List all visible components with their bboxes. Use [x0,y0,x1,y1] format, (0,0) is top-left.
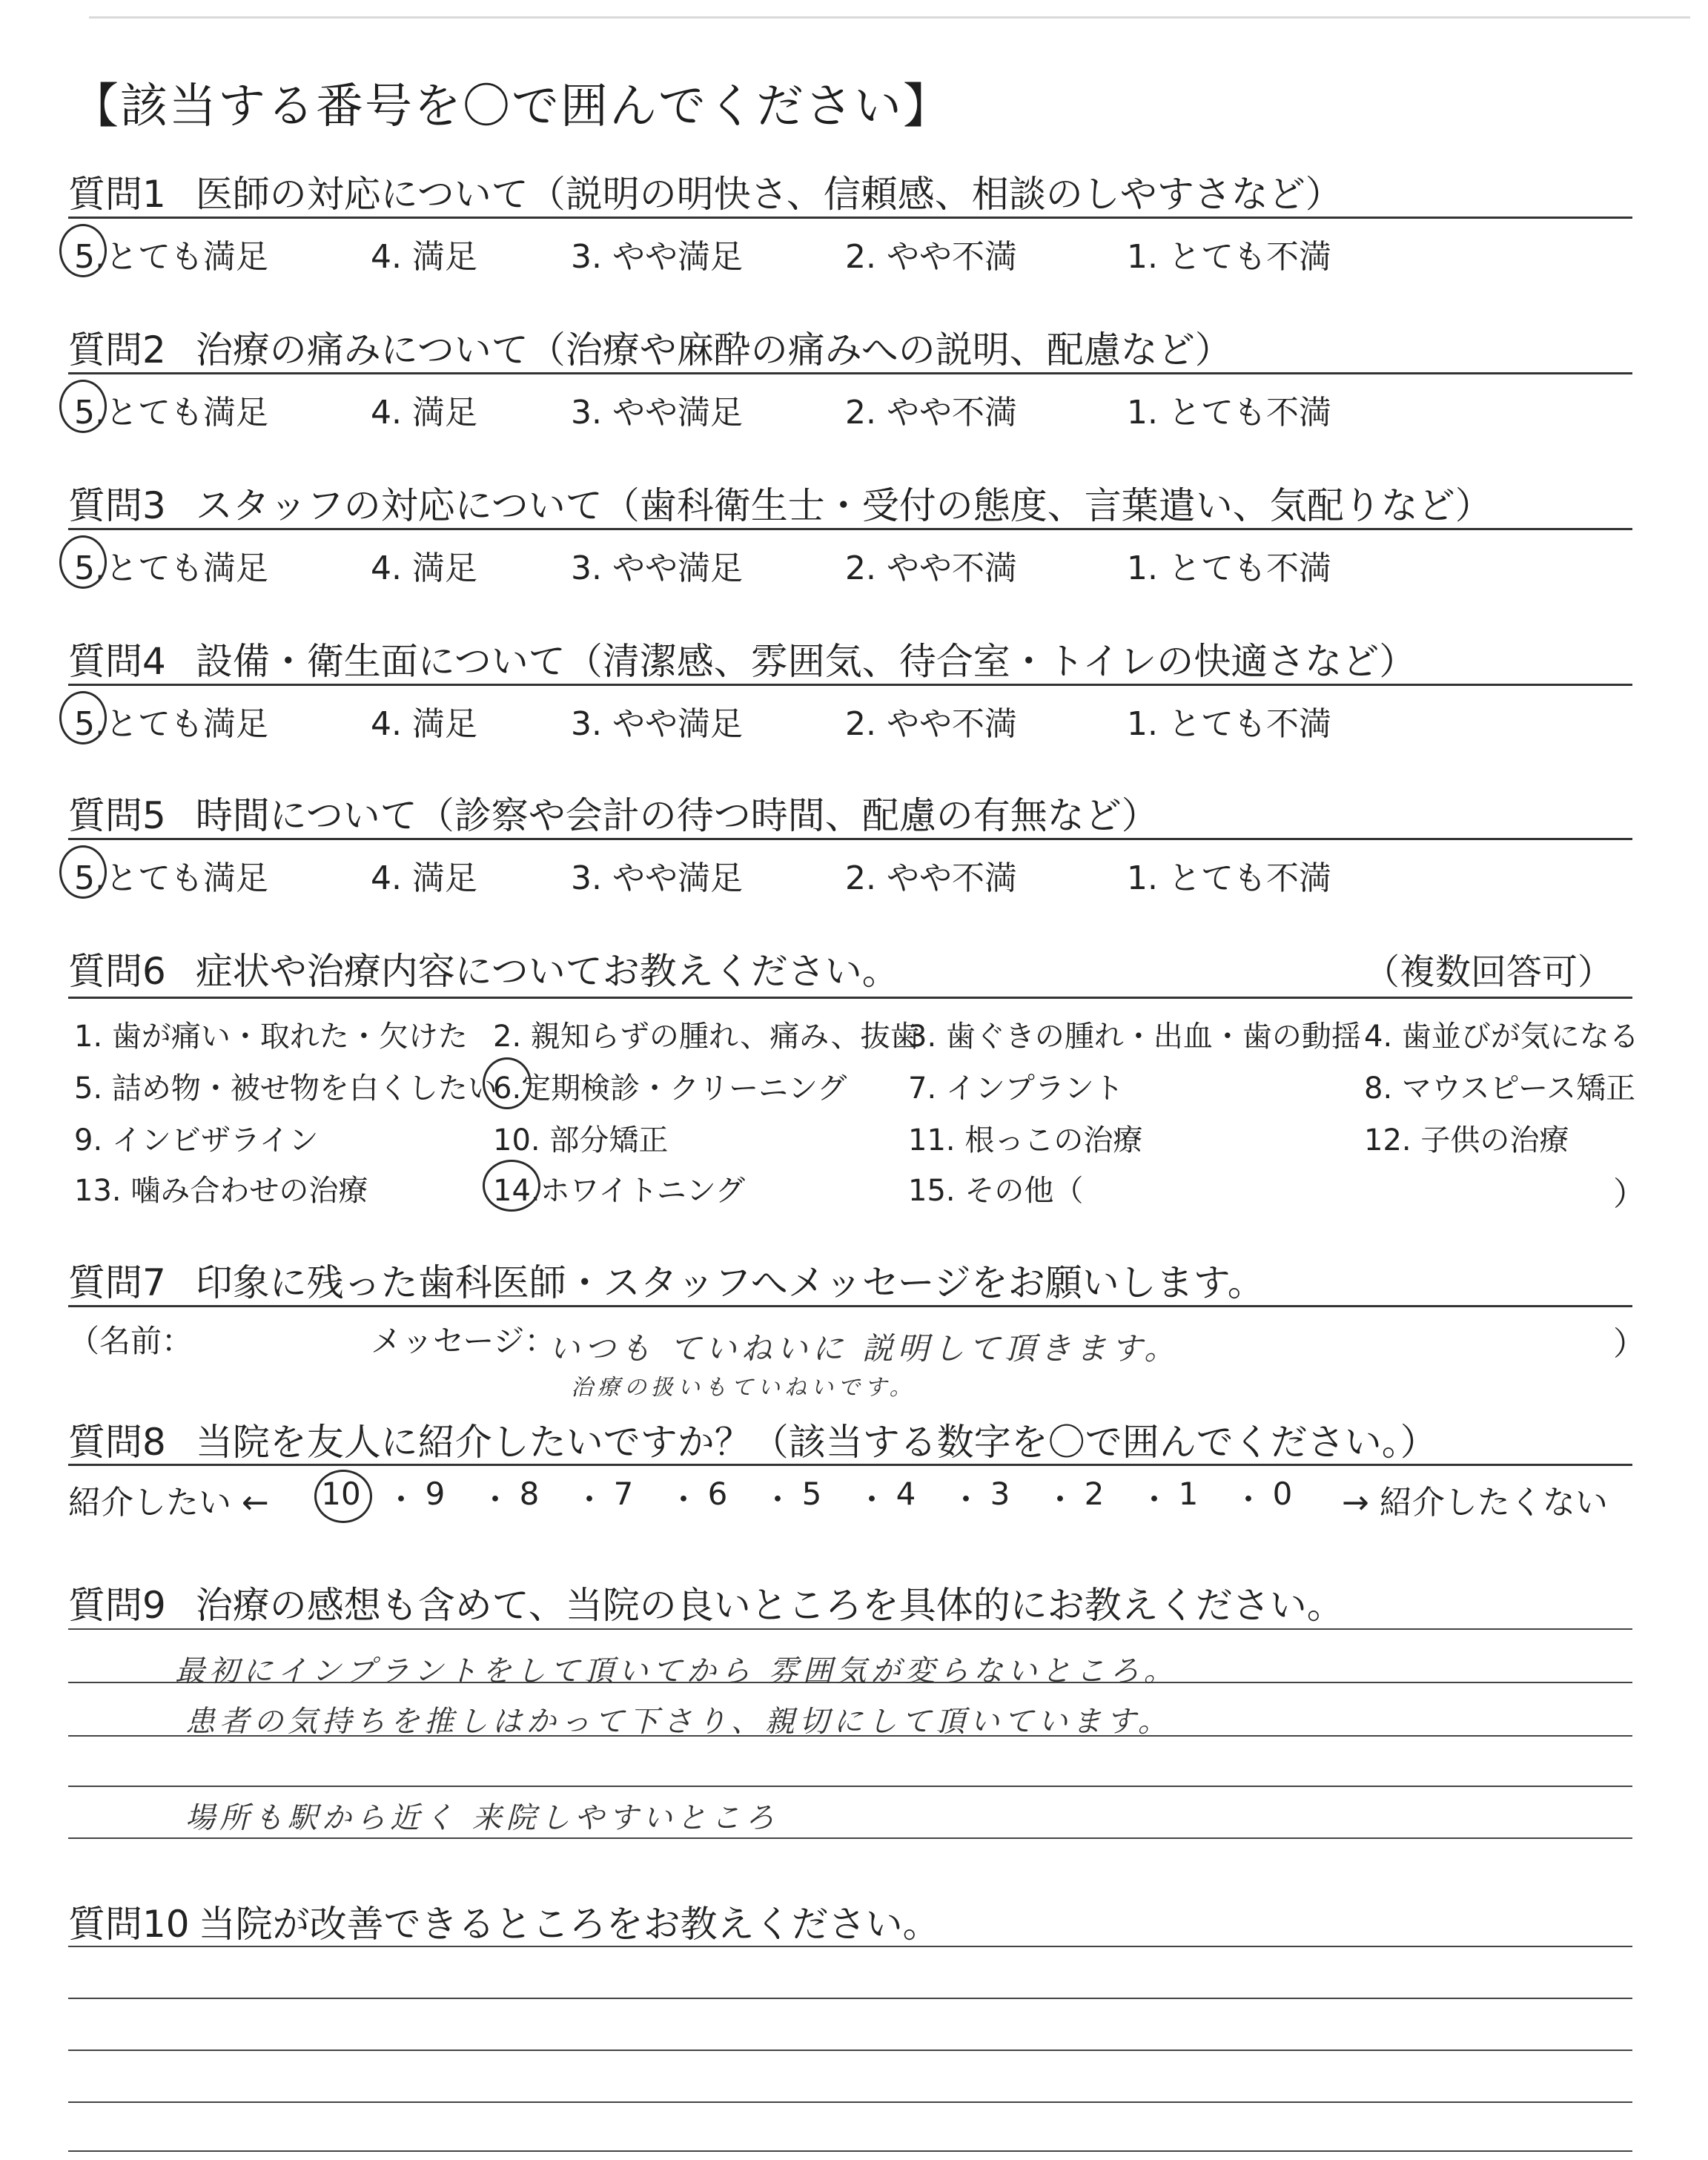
q8-scale-3[interactable]: 3 [990,1476,1010,1512]
q1-selected-circle [59,224,107,277]
q7-number: 質問7 [68,1261,166,1304]
q1-title [68,165,1343,218]
q2-option-5[interactable]: 5.とても満足 [74,394,268,432]
q6-title [68,942,899,995]
q5-option-4[interactable]: 4. 満足 [371,859,477,897]
q6-item-2[interactable]: 2. 親知らずの腫れ、痛み、抜歯 [493,1020,920,1054]
q6-item-9[interactable]: 9. インビザライン [74,1123,319,1157]
q5-text: 時間について（診察や会計の待つ時間、配慮の有無など） [195,794,1159,837]
q2-selected-circle [59,380,107,433]
q6-item-10[interactable]: 10. 部分矯正 [493,1123,669,1157]
q6-selected-circle-1 [483,1057,532,1109]
q5-selected-circle [59,845,107,899]
q6-text: 症状や治療内容についてお教えください。 [195,950,899,993]
q6-number: 質問6 [68,950,166,993]
q3-options [0,541,1708,586]
q7-name-label: （名前： [68,1323,193,1359]
q3-selected-circle [59,535,107,589]
q4-option-3[interactable]: 3. やや満足 [571,705,743,743]
q10-writing-line[interactable] [68,2101,1632,2103]
q8-selected-circle [314,1470,372,1523]
q9-handwritten-line-1: 最初にインプラントをして頂いてから 雰囲気が変らないところ。 [175,1654,1178,1688]
q7-title [68,1253,1265,1307]
q9-handwritten-line-4: 場所も駅から近く 来院しやすいところ [185,1801,779,1835]
q1-option-5[interactable]: 5.とても満足 [74,238,268,276]
q1-option-4[interactable]: 4. 満足 [371,238,477,276]
q6-item-1[interactable]: 1. 歯が痛い・取れた・欠けた [74,1020,468,1054]
q6-item-8[interactable]: 8. マウスピース矯正 [1364,1071,1636,1106]
q10-text: 当院が改善できるところをお教えください。 [198,1903,940,1946]
q9-title [68,1576,1344,1629]
q1-option-3[interactable]: 3. やや満足 [571,238,743,276]
q7-text: 印象に残った歯科医師・スタッフへメッセージをお願いします。 [195,1261,1265,1304]
q8-separator-dot: ・ [950,1482,982,1518]
q8-separator-dot: ・ [668,1482,700,1518]
q8-text: 当院を友人に紹介したいですか？（該当する数字を〇で囲んでください。） [195,1421,1437,1464]
q6-item-14[interactable]: 14.ホワイトニング [493,1174,746,1208]
q5-option-5[interactable]: 5.とても満足 [74,859,268,897]
q7-handwritten-line-2: 治療の扱いもていねいです。 [571,1375,916,1401]
q6-rule [68,997,1632,999]
q8-separator-dot: ・ [574,1482,606,1518]
q3-rule [68,528,1632,530]
q9-writing-line [68,1786,1632,1787]
q6-item-13[interactable]: 13. 噛み合わせの治療 [74,1174,368,1208]
q4-option-5[interactable]: 5.とても満足 [74,705,268,743]
q4-selected-circle [59,691,107,744]
q4-options [0,697,1708,742]
q6-item-15[interactable]: 15. その他（ [908,1174,1084,1208]
q7-handwritten-line-1: いつも ていねいに 説明して頂きます。 [549,1330,1180,1367]
q4-option-4[interactable]: 4. 満足 [371,705,477,743]
q8-scale-2[interactable]: 2 [1084,1476,1105,1512]
q6-item-3[interactable]: 3. 歯ぐきの腫れ・出血・歯の動揺 [908,1020,1361,1054]
q8-scale-0[interactable]: 0 [1272,1476,1293,1512]
q3-option-5[interactable]: 5.とても満足 [74,549,268,587]
q9-writing-line [68,1837,1632,1839]
q2-number: 質問2 [68,328,166,371]
q3-option-3[interactable]: 3. やや満足 [571,549,743,587]
q6-item-12[interactable]: 12. 子供の治療 [1364,1123,1569,1157]
q8-separator-dot: ・ [385,1482,417,1518]
q8-scale-9[interactable]: 9 [425,1476,446,1512]
q8-separator-dot: ・ [1045,1482,1076,1518]
q4-option-2[interactable]: 2. やや不満 [845,705,1017,743]
q10-writing-line[interactable] [68,1946,1632,1947]
q9-writing-line [68,1628,1632,1630]
q5-option-2[interactable]: 2. やや不満 [845,859,1017,897]
q8-separator-dot: ・ [762,1482,794,1518]
q9-handwritten-line-2: 患者の気持ちを推しはかって下さり、親切にして頂いています。 [185,1705,1172,1739]
q8-scale-6[interactable]: 6 [707,1476,728,1512]
q2-text: 治療の痛みについて（治療や麻酔の痛みへの説明、配慮など） [195,328,1232,371]
q7-rule [68,1305,1632,1307]
q8-separator-dot: ・ [1139,1482,1171,1518]
q3-option-2[interactable]: 2. やや不満 [845,549,1017,587]
q2-option-1[interactable]: 1. とても不満 [1127,394,1331,432]
q9-number: 質問9 [68,1584,166,1627]
q6-selected-circle-2 [483,1160,540,1212]
q1-option-2[interactable]: 2. やや不満 [845,238,1017,276]
q8-scale-10[interactable]: 10 [321,1476,361,1512]
q8-scale-1[interactable]: 1 [1178,1476,1199,1512]
q8-scale-5[interactable]: 5 [801,1476,822,1512]
q8-separator-dot: ・ [1233,1482,1265,1518]
q8-number: 質問8 [68,1421,166,1464]
page-heading: 【該当する番号を〇で囲んでください】 [71,79,952,134]
top-border [89,16,1690,19]
q6-item-4[interactable]: 4. 歯並びが気になる [1364,1020,1639,1054]
q5-option-3[interactable]: 3. やや満足 [571,859,743,897]
q6-item-11[interactable]: 11. 根っこの治療 [908,1123,1143,1157]
q2-option-2[interactable]: 2. やや不満 [845,394,1017,432]
q8-separator-dot: ・ [480,1482,512,1518]
q8-rule [68,1464,1632,1466]
q7-close-paren: ） [1613,1325,1646,1363]
q6-item-5[interactable]: 5. 詰め物・被せ物を白くしたい [74,1071,497,1106]
q8-title [68,1413,1437,1466]
q1-rule [68,217,1632,219]
q8-separator-dot: ・ [856,1482,888,1518]
q8-scale-8[interactable]: 8 [519,1476,540,1512]
q10-writing-line[interactable] [68,1998,1632,1999]
q4-text: 設備・衛生面について（清潔感、雰囲気、待合室・トイレの快適さなど） [195,640,1417,683]
q3-text: スタッフの対応について（歯科衛生士・受付の態度、言葉遣い、気配りなど） [195,484,1492,527]
q10-writing-line[interactable] [68,2050,1632,2051]
q1-text: 医師の対応について（説明の明快さ、信頼感、相談のしやすさなど） [195,173,1343,216]
q4-title [68,632,1416,685]
q6-note: （複数回答可） [1364,951,1614,993]
q3-title [68,476,1492,529]
q5-title [68,786,1159,839]
q5-rule [68,838,1632,840]
q6-other-close-paren: ） [1613,1175,1646,1213]
q5-number: 質問5 [68,794,166,837]
q6-item-7[interactable]: 7. インプラント [908,1071,1124,1106]
q2-option-4[interactable]: 4. 満足 [371,394,477,432]
q8-scale-4[interactable]: 4 [896,1476,916,1512]
q7-message-label: メッセージ： [371,1323,556,1359]
q8-scale-7[interactable]: 7 [613,1476,634,1512]
q3-option-1[interactable]: 1. とても不満 [1127,549,1331,587]
q10-title [68,1895,940,1948]
q10-number: 質問10 [68,1903,190,1946]
q2-option-3[interactable]: 3. やや満足 [571,394,743,432]
q2-rule [68,372,1632,374]
q1-option-1[interactable]: 1. とても不満 [1127,238,1331,276]
q9-text: 治療の感想も含めて、当院の良いところを具体的にお教えください。 [195,1584,1344,1627]
q5-options [0,851,1708,896]
q2-options [0,386,1708,430]
q4-rule [68,684,1632,686]
q6-item-6[interactable]: 6.定期検診・クリーニング [493,1071,847,1106]
q4-number: 質問4 [68,640,166,683]
q4-option-1[interactable]: 1. とても不満 [1127,705,1331,743]
q3-option-4[interactable]: 4. 満足 [371,549,477,587]
q8-right-label: → 紹介したくない [1342,1484,1608,1522]
q8-left-label: 紹介したい ← [68,1484,269,1522]
q3-number: 質問3 [68,484,166,527]
q1-options [0,230,1708,274]
q1-number: 質問1 [68,173,166,216]
q2-title [68,320,1232,374]
q5-option-1[interactable]: 1. とても不満 [1127,859,1331,897]
q10-writing-line[interactable] [68,2150,1632,2152]
